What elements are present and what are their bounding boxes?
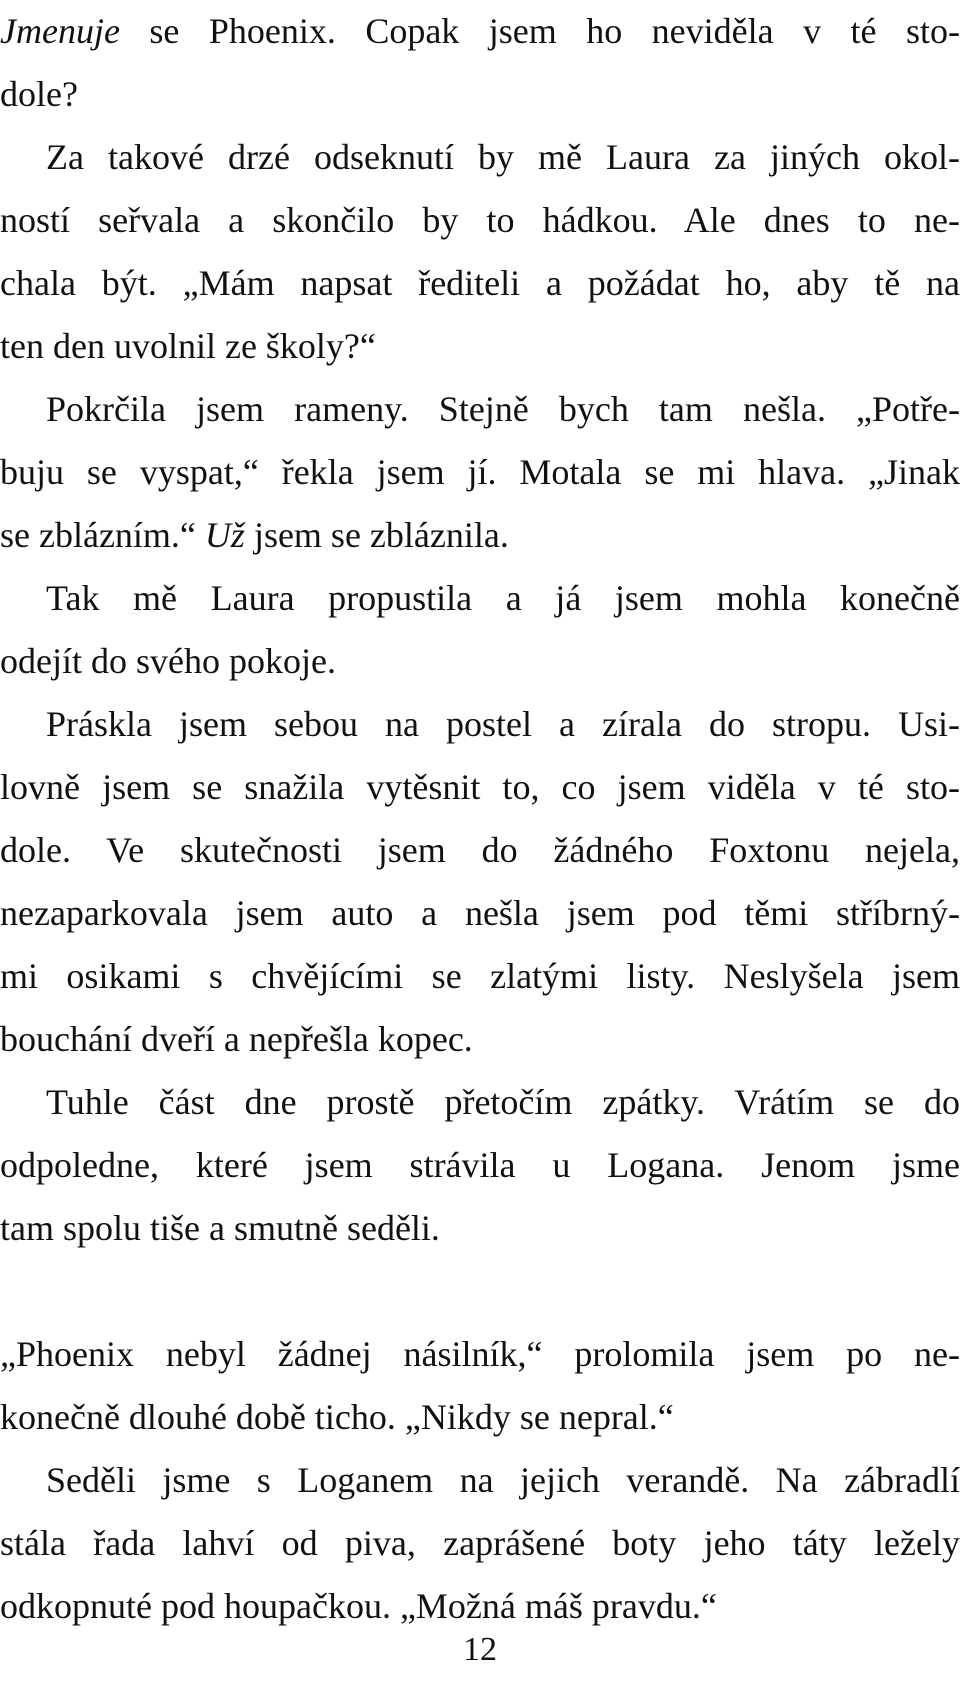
text-run: lovně jsem se snažila vytěsnit to, co jsem viděla v té sto- <box>0 767 960 807</box>
text-run: ností seřvala a skončilo by to hádkou. Ale dnes to ne- <box>0 200 960 240</box>
text-line <box>0 1071 960 1134</box>
text-run: odejít do svého pokoje. <box>0 641 336 681</box>
text-run: se zblázním.“ <box>0 515 205 555</box>
text-line <box>0 441 960 504</box>
text-line <box>0 189 960 252</box>
text-run: dole? <box>0 74 78 114</box>
text-line <box>0 126 960 189</box>
text-line <box>0 1008 960 1071</box>
text-line <box>0 504 960 567</box>
text-line <box>0 252 960 315</box>
text-run: se Phoenix. Copak jsem ho neviděla v té sto- <box>119 11 960 51</box>
text-run: buju se vyspat,“ řekla jsem jí. Motala se mi hlava. „Jinak <box>0 452 960 492</box>
text-line <box>0 1449 960 1512</box>
text-line <box>0 882 960 945</box>
text-run: Tuhle část dne prostě přetočím zpátky. Vrátím se do <box>46 1082 960 1122</box>
text-line <box>0 1512 960 1575</box>
text-line <box>0 756 960 819</box>
text-line <box>0 1197 960 1260</box>
text-run: chala být. „Mám napsat řediteli a požádat ho, aby tě na <box>0 263 960 303</box>
text-run: Tak mě Laura propustila a já jsem mohla konečně <box>46 578 960 618</box>
text-line <box>0 819 960 882</box>
text-run: nezaparkovala jsem auto a nešla jsem pod těmi stříbrný- <box>0 893 960 933</box>
text-line <box>0 567 960 630</box>
text-line <box>0 0 960 63</box>
text-run: konečně dlouhé době ticho. „Nikdy se nepral.“ <box>0 1397 674 1437</box>
text-line <box>0 630 960 693</box>
text-run: bouchání dveří a nepřešla kopec. <box>0 1019 473 1059</box>
text-line <box>0 63 960 126</box>
text-run: dole. Ve skutečnosti jsem do žádného Foxtonu nejela, <box>0 830 960 870</box>
text-run: tam spolu tiše a smutně seděli. <box>0 1208 440 1248</box>
text-line <box>0 1575 960 1638</box>
text-line <box>0 945 960 1008</box>
text-line <box>0 1323 960 1386</box>
text-run: odpoledne, které jsem strávila u Logana. Jenom jsme <box>0 1145 960 1185</box>
text-run: mi osikami s chvějícími se zlatými listy. Neslyšela jsem <box>0 956 960 996</box>
text-run: odkopnuté pod houpačkou. „Možná máš pravdu.“ <box>0 1586 717 1626</box>
italic-text: Už <box>204 515 245 555</box>
text-line <box>0 378 960 441</box>
text-line <box>0 1134 960 1197</box>
text-line <box>0 693 960 756</box>
text-run: Seděli jsme s Loganem na jejich verandě. Na zábradlí <box>46 1460 960 1500</box>
text-run: stála řada lahví od piva, zaprášené boty jeho táty ležely <box>0 1523 960 1563</box>
text-run: Práskla jsem sebou na postel a zírala do stropu. Usi- <box>46 704 960 744</box>
text-run: jsem se zbláznila. <box>244 515 509 555</box>
text-run: ten den uvolnil ze školy?“ <box>0 326 376 366</box>
text-line <box>0 1386 960 1449</box>
text-line <box>0 315 960 378</box>
text-run: „Phoenix nebyl žádnej násilník,“ prolomila jsem po ne- <box>0 1334 960 1374</box>
text-run: Pokrčila jsem rameny. Stejně bych tam nešla. „Potře- <box>46 389 960 429</box>
text-run: Za takové drzé odseknutí by mě Laura za jiných okol- <box>46 137 960 177</box>
italic-text: Jmenuje <box>0 11 120 51</box>
page-number: 12 <box>463 1631 497 1668</box>
